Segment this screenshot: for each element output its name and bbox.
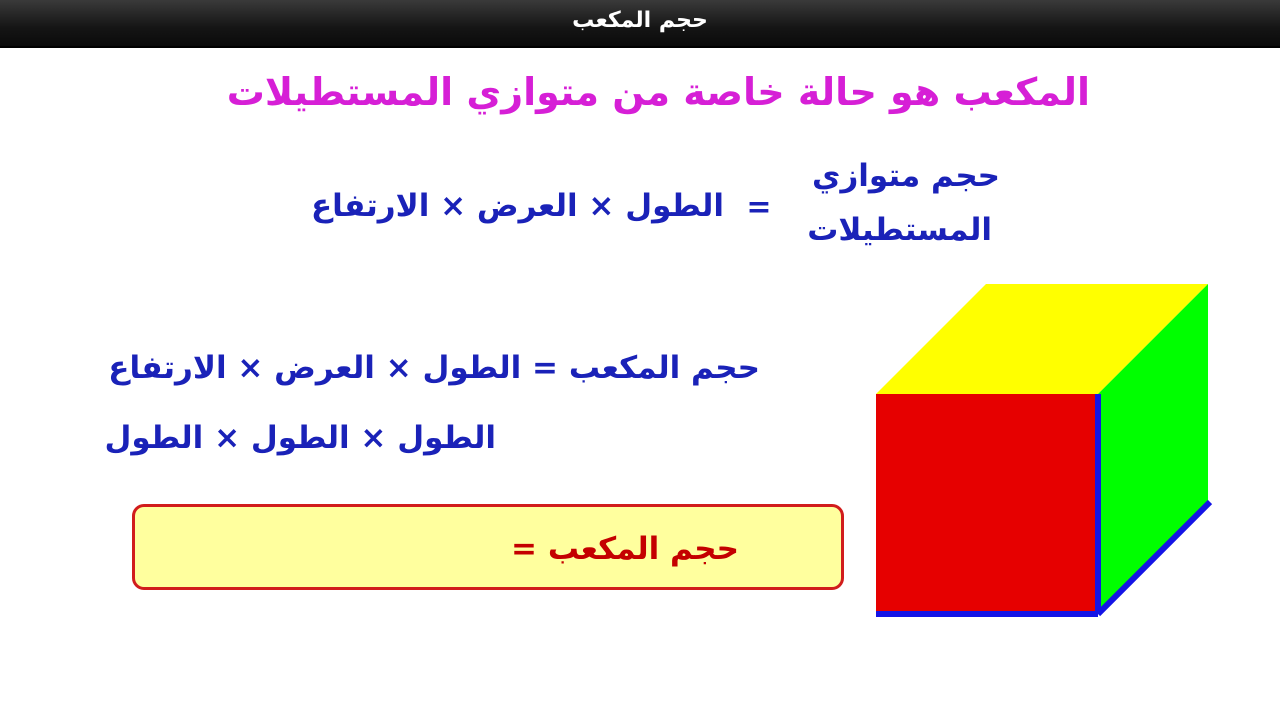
window-title: حجم المكعب bbox=[572, 8, 708, 33]
cube-volume-substitution: الطول × الطول × الطول bbox=[104, 420, 496, 456]
formula1-lhs-line2: المستطيلات bbox=[807, 212, 992, 248]
cube-icon bbox=[860, 270, 1220, 630]
answer-box bbox=[132, 504, 844, 590]
title-bar bbox=[0, 0, 1280, 48]
answer-box-text: حجم المكعب = bbox=[511, 531, 739, 567]
formula1-rhs: الطول × العرض × الارتفاع bbox=[311, 188, 724, 224]
cube-front-face bbox=[876, 394, 1098, 614]
formula1-equals-sign: = bbox=[746, 190, 772, 225]
cube-volume-formula: حجم المكعب = الطول × العرض × الارتفاع bbox=[108, 350, 760, 386]
slide-heading: المكعب هو حالة خاصة من متوازي المستطيلات bbox=[226, 70, 1090, 114]
formula1-lhs-line1: حجم متوازي bbox=[812, 158, 1000, 194]
